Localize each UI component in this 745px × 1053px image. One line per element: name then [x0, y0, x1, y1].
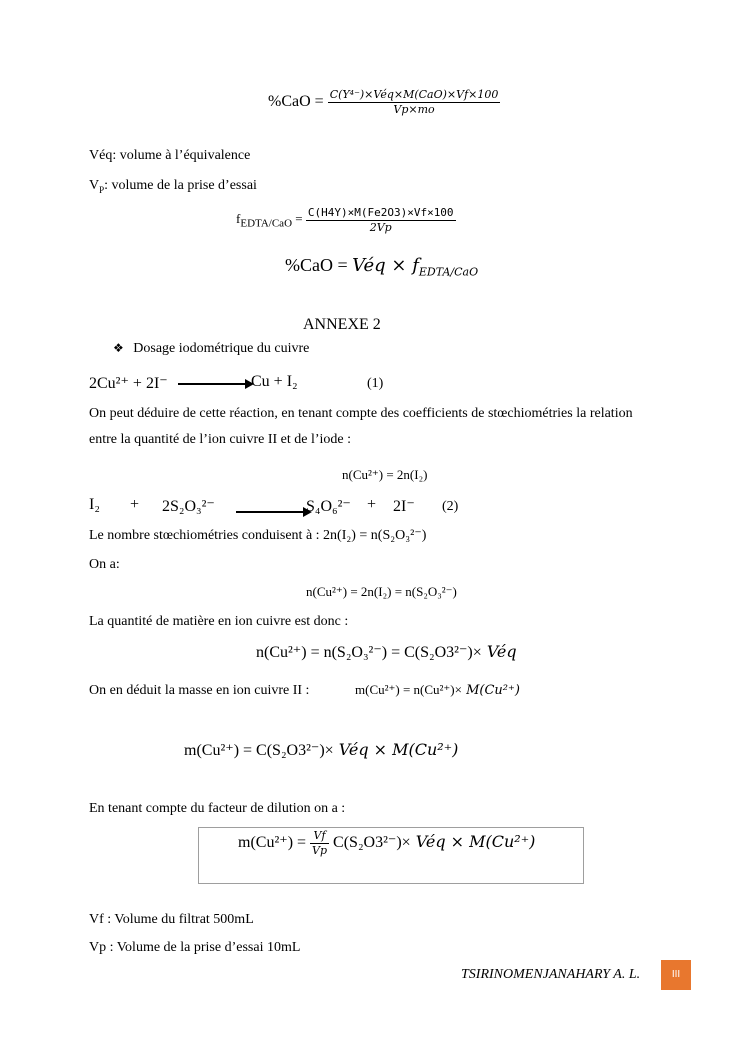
formula-cao — [268, 88, 500, 117]
formula-cao-fraction — [328, 88, 501, 117]
formula-f-denominator: 2Vp — [369, 221, 392, 234]
paragraph-5: En tenant compte du facteur de dilution on a : — [89, 801, 346, 816]
formula-cao-lhs: %CaO = — [268, 93, 324, 111]
formula-cao-short-rhs: Véq × $f_{EDTA/CaO}$ — [352, 255, 479, 279]
footer-author: TSIRINOMENJANAHARY A. L. — [461, 967, 641, 982]
relation-2: n(Cu²⁺) = 2n(I₂) = n(S₂O₃²⁻) — [306, 584, 457, 599]
boxed-formula: m(Cu²⁺) = $\frac{Vf}{Vp}$ C(S₂O3²⁻)× Véq × M(Cu²⁺) — [238, 829, 536, 857]
reaction-1-right: Cu + I₂ — [251, 373, 298, 390]
definition-vp-text: : volume de la prise d’essai — [104, 178, 257, 193]
paragraph-3: La quantité de matière en ion cuivre est donc : — [89, 614, 349, 629]
reaction-2-right-2: 2I⁻ — [393, 498, 415, 515]
reaction-2-left-2: 2S₂O₃²⁻ — [162, 498, 215, 515]
reaction-2-number: (2) — [442, 499, 459, 514]
bullet-text: Dosage iodométrique du cuivre — [133, 341, 310, 356]
definition-vp — [89, 177, 257, 195]
reaction-1-number: (1) — [367, 376, 384, 391]
definition-vp-subscript: P — [99, 184, 105, 195]
formula-cao-short — [285, 255, 479, 279]
formula-cao-denominator: Vp×mo — [393, 103, 435, 116]
reaction-1 — [89, 373, 254, 393]
relation-1: n(Cu²⁺) = 2n(I₂) — [342, 467, 428, 482]
formula-f-edta — [236, 206, 456, 235]
paragraph-4: On en déduit la masse en ion cuivre II : — [89, 683, 310, 698]
reaction-1-left: 2Cu²⁺ + 2I⁻ — [89, 375, 168, 392]
reaction-2-plus-1: + — [130, 496, 140, 513]
formula-f-lhs: $f_{EDTA/CaO}$ = — [236, 211, 303, 231]
paragraph-1-line-1: On peut déduire de cette réaction, en tenant compte des coefficients de stœchiométries la relation — [89, 406, 633, 421]
relation-5: m(Cu²⁺) = C(S₂O3²⁻)× Véq × M(Cu²⁺) — [184, 740, 459, 759]
paragraph-1-line-2: entre la quantité de l’ion cuivre II et de l’iode : — [89, 432, 352, 447]
relation-4: m(Cu²⁺) = n(Cu²⁺)× M(Cu²⁺) — [355, 682, 520, 698]
diamond-bullet-icon: ❖ — [113, 341, 124, 355]
paragraph-2: Le nombre stœchiométries conduisent à : 2n(I₂) = n(S₂O₃²⁻) — [89, 528, 427, 543]
definition-vf: Vf : Volume du filtrat 500mL — [89, 912, 254, 927]
annex-title: ANNEXE 2 — [303, 316, 381, 333]
reaction-2-plus-2: + — [367, 496, 377, 513]
definition-veq: Véq: volume à l’équivalence — [89, 148, 251, 163]
on-a-label: On a: — [89, 557, 120, 572]
reaction-arrow-icon — [178, 379, 254, 389]
formula-cao-numerator: C(Y⁴⁻)×Véq×M(CaO)×Vf×100 — [329, 88, 499, 101]
formula-cao-short-lhs: %CaO = — [285, 255, 353, 275]
page-number-badge: III — [661, 960, 691, 990]
relation-3: n(Cu²⁺) = n(S₂O₃²⁻) = C(S₂O3²⁻)× Véq — [256, 642, 517, 661]
reaction-2-right-1: S₄O₆²⁻ — [306, 498, 351, 515]
formula-f-fraction — [306, 206, 456, 235]
reaction-2-left-1: I₂ — [89, 496, 100, 513]
bullet-item — [113, 339, 309, 358]
reaction-2-arrow-icon — [236, 507, 312, 517]
boxed-fraction: $\frac{Vf}{Vp}$ — [312, 829, 328, 857]
formula-f-numerator: C(H4Y)×M(Fe2O3)×Vf×100 — [307, 206, 454, 219]
definition-vp-2: Vp : Volume de la prise d’essai 10mL — [89, 940, 301, 955]
definition-vp-symbol: V — [89, 178, 100, 193]
